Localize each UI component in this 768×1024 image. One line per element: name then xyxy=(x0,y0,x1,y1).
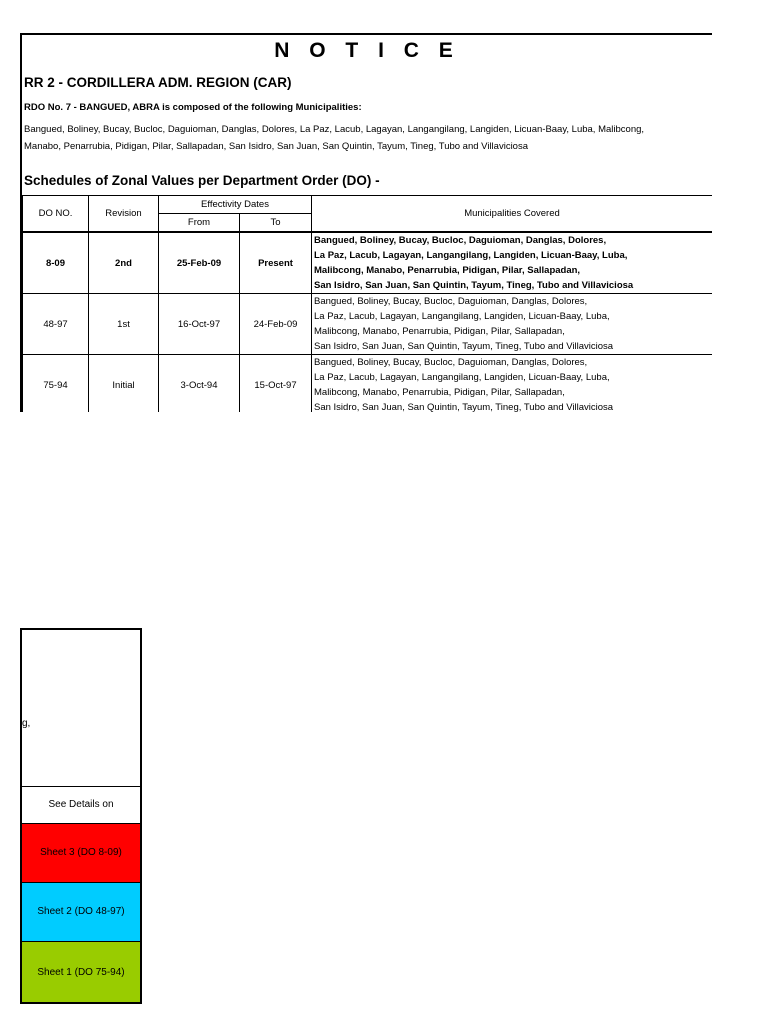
table-row xyxy=(23,232,713,294)
cell-do-no: 75-94 xyxy=(23,355,89,413)
header-effectivity: Effectivity Dates xyxy=(159,196,312,214)
cell-municipalities xyxy=(312,232,713,294)
header-to: To xyxy=(240,214,312,233)
table-row xyxy=(23,294,713,355)
notice-frame xyxy=(20,33,712,412)
municipalities-text-line: Bangued, Boliney, Bucay, Bucloc, Daguioman, Danglas, Dolores, xyxy=(314,235,607,246)
sheet-1-link[interactable]: Sheet 1 (DO 75-94) xyxy=(22,941,140,1003)
cell-from: 16-Oct-97 xyxy=(159,294,240,355)
municipalities-line-2: Manabo, Penarrubia, Pidigan, Pilar, Sallapadan, San Isidro, San Juan, San Quintin, Tayum, Tineg, Tubo and Villaviciosa xyxy=(24,141,528,152)
sheet-2-link[interactable]: Sheet 2 (DO 48-97) xyxy=(22,882,140,941)
region-heading: RR 2 - CORDILLERA ADM. REGION (CAR) xyxy=(24,75,292,90)
header-revision: Revision xyxy=(89,196,159,233)
cell-from: 25-Feb-09 xyxy=(159,232,240,294)
municipalities-text-line: Bangued, Boliney, Bucay, Bucloc, Daguioman, Danglas, Dolores, xyxy=(314,357,588,368)
cell-municipalities xyxy=(312,355,713,413)
cell-revision: Initial xyxy=(89,355,159,413)
municipalities-text-line: Malibcong, Manabo, Penarrubia, Pidigan, Pilar, Sallapadan, xyxy=(314,387,565,398)
header-municipalities: Municipalities Covered xyxy=(312,196,713,233)
rdo-heading: RDO No. 7 - BANGUED, ABRA is composed of the following Municipalities: xyxy=(24,102,362,113)
municipalities-text-line: San Isidro, San Juan, San Quintin, Tayum, Tineg, Tubo and Villaviciosa xyxy=(314,341,614,352)
municipalities-text-line: San Isidro, San Juan, San Quintin, Tayum, Tineg, Tubo and Villaviciosa xyxy=(314,402,614,412)
clipped-text-fragment: g, xyxy=(22,718,31,729)
cell-revision: 1st xyxy=(89,294,159,355)
table-row xyxy=(23,355,713,413)
cell-municipalities xyxy=(312,294,713,355)
notice-title: N O T I C E xyxy=(274,39,460,62)
cell-to: Present xyxy=(240,232,312,294)
municipalities-line-1: Bangued, Boliney, Bucay, Bucloc, Daguioman, Danglas, Dolores, La Paz, Lacub, Lagayan, Langangilang, Langiden, Licuan-Baay, Luba, Malibcong, xyxy=(24,124,645,135)
header-from: From xyxy=(159,214,240,233)
cell-do-no: 48-97 xyxy=(23,294,89,355)
header-do-no: DO NO. xyxy=(23,196,89,233)
municipalities-text-line: La Paz, Lacub, Lagayan, Langangilang, Langiden, Licuan-Baay, Luba, xyxy=(314,250,628,261)
see-details-label: See Details on xyxy=(22,786,140,823)
sheet-3-link[interactable]: Sheet 3 (DO 8-09) xyxy=(22,823,140,882)
cell-revision: 2nd xyxy=(89,232,159,294)
zonal-schedule-table xyxy=(22,195,712,412)
cell-from: 3-Oct-94 xyxy=(159,355,240,413)
schedule-title: Schedules of Zonal Values per Department Order (DO) - xyxy=(24,173,380,188)
municipalities-text-line: Bangued, Boliney, Bucay, Bucloc, Daguioman, Danglas, Dolores, xyxy=(314,296,588,307)
cell-to: 15-Oct-97 xyxy=(240,355,312,413)
cell-to: 24-Feb-09 xyxy=(240,294,312,355)
municipalities-text-line: San Isidro, San Juan, San Quintin, Tayum, Tineg, Tubo and Villaviciosa xyxy=(314,280,634,291)
municipalities-text-line: La Paz, Lacub, Lagayan, Langangilang, Langiden, Licuan-Baay, Luba, xyxy=(314,372,610,383)
cell-do-no: 8-09 xyxy=(23,232,89,294)
municipalities-text-line: La Paz, Lacub, Lagayan, Langangilang, Langiden, Licuan-Baay, Luba, xyxy=(314,311,610,322)
municipalities-text-line: Malibcong, Manabo, Penarrubia, Pidigan, Pilar, Sallapadan, xyxy=(314,326,565,337)
sheet-navigation-panel xyxy=(20,628,142,1004)
municipalities-text-line: Malibcong, Manabo, Penarrubia, Pidigan, Pilar, Sallapadan, xyxy=(314,265,581,276)
